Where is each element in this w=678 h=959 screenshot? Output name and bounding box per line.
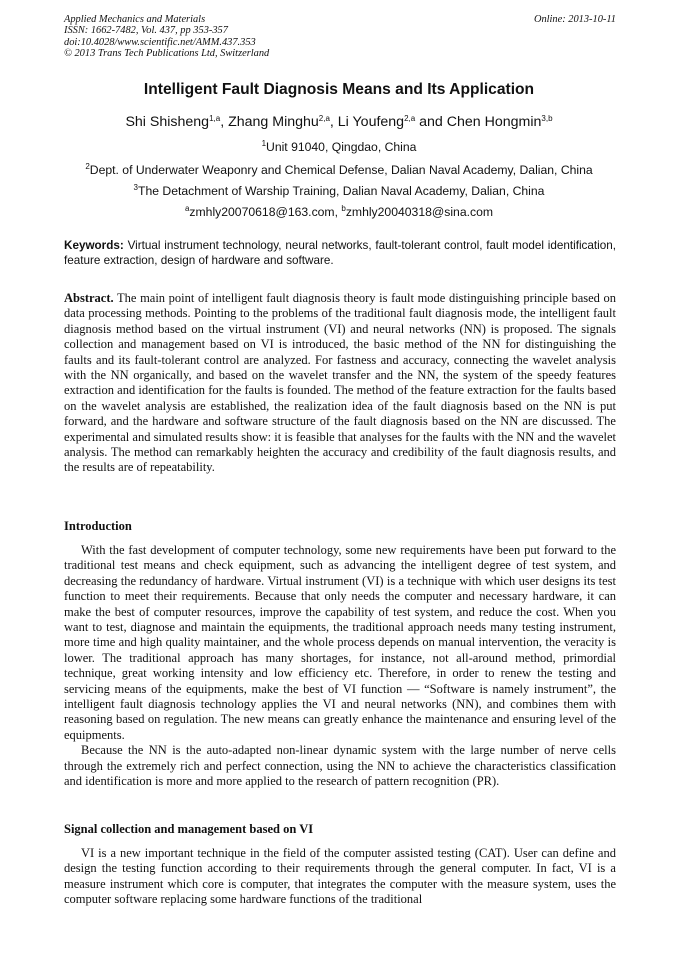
affiliation-mark: 3 (133, 183, 138, 192)
author-name: Li Youfeng (337, 114, 405, 130)
author-name: Zhang Minghu (228, 114, 319, 130)
author-affiliation-mark: 3,b (541, 114, 553, 123)
introduction-body (64, 543, 616, 790)
affiliation-3 (30, 184, 648, 198)
online-date: Online: 2013-10-11 (533, 14, 616, 25)
keywords-text: Virtual instrument technology, neural networks, fault-tolerant control, fault model identification, feature extraction, design of hardware and software. (64, 239, 616, 267)
email-mark: a (184, 204, 190, 213)
author-affiliation-mark: 1,a (209, 114, 221, 123)
affiliation-text: Dept. of Underwater Weaponry and Chemical Defense, Dalian Naval Academy, Dalian, China (89, 163, 593, 177)
email-separator: , (334, 205, 342, 219)
affiliation-text: Unit 91040, Qingdao, China (266, 140, 417, 154)
author-separator: , (220, 114, 229, 130)
copyright-line: © 2013 Trans Tech Publications Ltd, Switzerland (64, 48, 270, 60)
email-address[interactable]: zmhly20070618@163.com (189, 205, 335, 219)
paragraph: Because the NN is the auto-adapted non-linear dynamic system with the large number of nerve cells through the extremely rich and perfect connection, using the NN to achieve the characteristics classification and identification is more and more applied to the research of pattern recognition (PR). (64, 743, 616, 789)
affiliation-mark: 2 (85, 162, 90, 171)
author-affiliation-mark: 2,a (318, 114, 330, 123)
author-separator: , (329, 114, 338, 130)
abstract-text: The main point of intelligent fault diagnosis theory is fault mode distinguishing principle based on data processing methods. Pointing to the problems of the traditional fault diagnosis mode, the intelligent fault diagnosis method based on the virtual instrument (VI) and neural networks (NN) is proposed. The signals collection and management based on VI is introduced, the basic method of the NN for distinguishing the faults and its fault-tolerant control are analyzed. For fastness and accuracy, connecting the wavelet analysis with the NN organically, and based on the wavelet transfer and the NN, the system of the speedy features extraction and identification for the faults is founded. The method of the feature extraction for the faults based on the wavelet analysis are established, the realization idea of the fault diagnosis based on the NN is put forward, and the hardware and software structure of the fault diagnosis based on the NN are discussed. The experimental and simulated results show: it is feasible that analyses for the faults with the NN and the wavelet analysis. The method can remarkably heighten the accuracy and credibility of the fault diagnosis results, and the results are of repeatability. (64, 291, 617, 475)
journal-header (64, 14, 616, 60)
author-name: Shi Shisheng (125, 114, 210, 130)
affiliation-text: The Detachment of Warship Training, Dalian Naval Academy, Dalian, China (138, 184, 545, 198)
author-conjunction: and (415, 114, 447, 130)
affiliation-mark: 1 (261, 139, 267, 148)
author-affiliation-mark: 2,a (404, 114, 416, 123)
signal-collection-body (64, 846, 616, 908)
journal-name: Applied Mechanics and Materials (64, 14, 206, 25)
affiliation-1 (30, 140, 648, 154)
author-list (30, 114, 648, 130)
paragraph: VI is a new important technique in the field of the computer assisted testing (CAT). User can define and design the testing function according to their requirements through the general computer. In fact, VI is a measure instrument which core is computer, that integrates the computer with the measure system, uses the computer software replacing some hardware functions of the traditional (64, 846, 616, 907)
keywords-block (64, 238, 616, 268)
section-heading-signal-collection: Signal collection and management based on VI (64, 822, 314, 836)
affiliation-2 (30, 163, 648, 177)
abstract-label: Abstract. (64, 291, 114, 305)
paper-title: Intelligent Fault Diagnosis Means and Its Application (143, 81, 535, 98)
issn-line: ISSN: 1662-7482, Vol. 437, pp 353-357 (64, 25, 228, 37)
email-address[interactable]: zmhly20040318@sina.com (345, 205, 494, 219)
doi-line: doi:10.4028/www.scientific.net/AMM.437.353 (64, 36, 256, 48)
keywords-label: Keywords: (64, 239, 124, 252)
email-mark: b (341, 204, 346, 213)
abstract-block (64, 291, 616, 476)
author-name: Chen Hongmin (446, 114, 542, 130)
section-heading-introduction: Introduction (64, 519, 132, 533)
email-line (30, 205, 648, 219)
paragraph: With the fast development of computer technology, some new requirements have been put forward to the traditional test means and check equipment, such as advancing the intelligent degree of test system, and decreasing the redundancy of hardware. Virtual instrument (VI) is a technique with which user designs its test function to meet their requirements. Because that only needs the computer and necessary hardware, it can make the best of computer resources, improve the capability of test system, and reduce the cost. When you want to test, diagnose and maintain the equipments, the traditional approach needs many testing instrument, more time and high quality maintainer, and the whole process depends on manual intervention, the veracity is lower. The traditional approach has many shortages, for instance, not all-around method, primordial technique, great working intensity and low efficiency etc. Therefore, in order to renew the testing and servicing means of the equipments, make the best of VI function — “Software is namely instrument”, the intelligent fault diagnosis technology applies the VI and neural networks (NN), and combines them with reasoning based on regulation. The new means can greatly enhance the maintenance and ensuring level of the equipments. (64, 543, 616, 742)
